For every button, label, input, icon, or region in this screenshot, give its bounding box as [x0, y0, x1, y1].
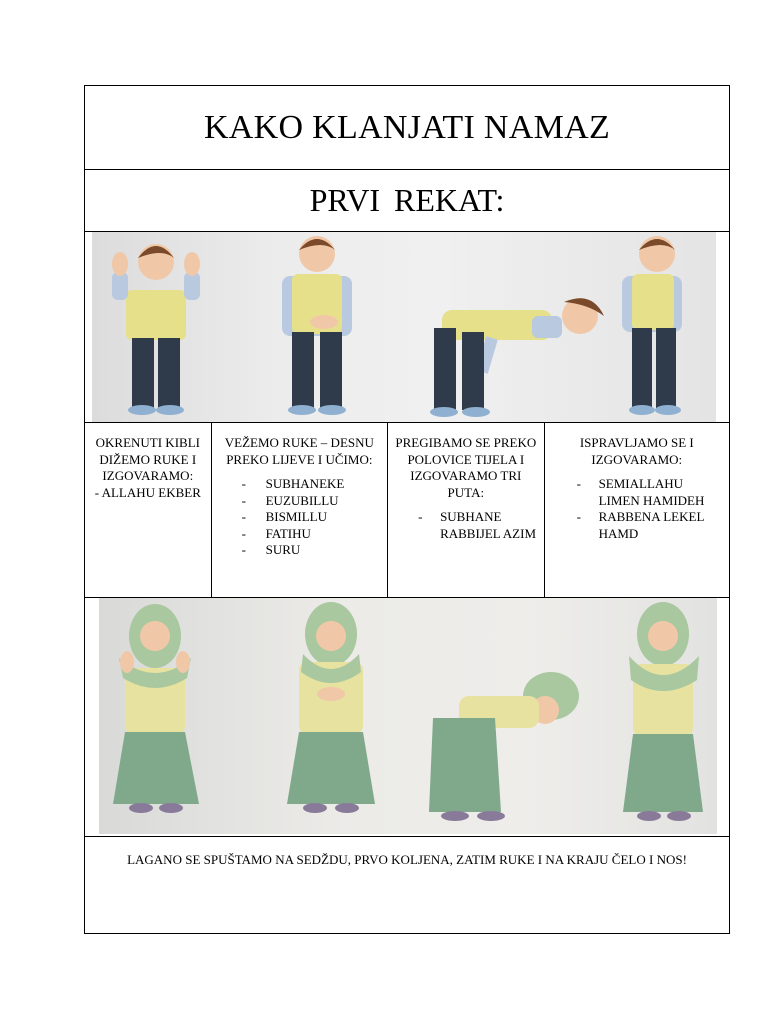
bottom-instruction — [85, 836, 729, 933]
girl-bowing-figure — [429, 672, 579, 821]
step-3-cell — [388, 423, 545, 597]
step-2-text: VEŽEMO RUKE – DESNU PREKO LIJEVE I UČIMO: — [224, 435, 374, 467]
girl-illustration-strip — [99, 598, 717, 834]
list-item: - BISMILLU — [216, 509, 383, 526]
step-1-text: OKRENUTI KIBLI DIŽEMO RUKE I IZGOVARAMO: — [95, 435, 200, 483]
step-2-cell — [212, 423, 388, 597]
page-subtitle: PRVI REKAT: — [309, 182, 505, 218]
boy-hands-folded-figure — [282, 236, 352, 415]
list-item: - RABBENA LEKEL HAMD — [549, 509, 725, 542]
step-3-text: PREGIBAMO SE PREKO POLOVICE TIJELA I IZGOVARAMO TRI PUTA: — [395, 435, 537, 500]
boy-raising-hands-figure — [112, 244, 200, 415]
step-3-list — [392, 509, 540, 542]
step-1-phrase: - ALLAHU EKBER — [94, 484, 201, 500]
boy-standing-straight-figure — [622, 236, 682, 415]
step-4-list — [549, 476, 725, 542]
step-2-list — [216, 476, 383, 559]
list-item: - EUZUBILLU — [216, 493, 383, 510]
list-item: - SUBHANEKE — [216, 476, 383, 493]
title-row — [85, 86, 729, 170]
subtitle-row — [85, 170, 729, 232]
page-title: KAKO KLANJATI NAMAZ — [203, 108, 611, 146]
list-item: - SURU — [216, 542, 383, 559]
list-item: - SEMIALLAHU LIMEN HAMIDEH — [549, 476, 725, 509]
step-1-cell — [85, 423, 212, 597]
boy-illustration-strip — [92, 232, 716, 422]
bottom-instruction-text: LAGANO SE SPUŠTAMO NA SEDŽDU, PRVO KOLJENA, ZATIM RUKE I NA KRAJU ČELO I NOS! — [127, 852, 687, 867]
boy-bowing-figure — [430, 298, 604, 417]
girl-standing-straight-figure — [623, 602, 703, 821]
worksheet — [84, 85, 730, 934]
steps-table — [85, 422, 729, 598]
step-4-text: ISPRAVLJAMO SE I IZGOVARAMO: — [579, 435, 694, 467]
girl-raising-hands-figure — [113, 604, 199, 813]
girl-hands-folded-figure — [287, 602, 375, 813]
list-item: - SUBHANE RABBIJEL AZIM — [392, 509, 540, 542]
list-item: - FATIHU — [216, 526, 383, 543]
step-4-cell — [545, 423, 729, 597]
